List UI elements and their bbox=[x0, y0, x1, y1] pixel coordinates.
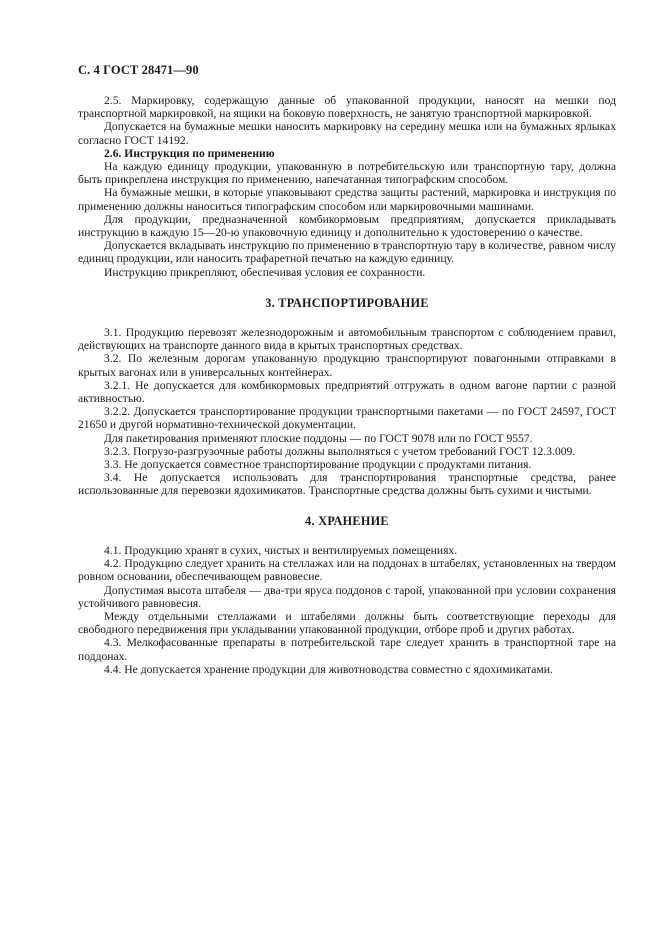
paragraph-3-2-3: 3.2.3. Погрузо-разгрузочные работы должны выполняться с учетом требований ГОСТ 12.3.009. bbox=[104, 444, 576, 458]
subsection-title: Инструкция по применению bbox=[124, 146, 275, 160]
paragraph-4-2: 4.2. Продукцию следует хранить на стеллажах или на поддонах в штабелях, установленных на твердом ровном основании, обеспечивающем равновесие. bbox=[78, 557, 616, 584]
subsection-heading-2-6 bbox=[78, 147, 616, 160]
paragraph-3-1: 3.1. Продукцию перевозят железнодорожным и автомобильным транспортом с соблюдением правил, действующих на транспорте данного вида в крытых транспортных средствах. bbox=[78, 326, 616, 353]
paragraph-2-5-note: Допускается на бумажные мешки наносить маркировку на середину мешка или на бумажных ярлыках согласно ГОСТ 14192. bbox=[78, 120, 616, 147]
paragraph-4-1: 4.1. Продукцию хранят в сухих, чистых и вентилируемых помещениях. bbox=[104, 543, 458, 557]
section-title-transport: 3. ТРАНСПОРТИРОВАНИЕ bbox=[265, 295, 429, 310]
paragraph-3-2-2-note: Для пакетирования применяют плоские поддоны — по ГОСТ 9078 или по ГОСТ 9557. bbox=[104, 431, 533, 445]
paragraph-4-2-b: Между отдельными стеллажами и штабелями должны быть соответствующие переходы для свободного передвижения при укладывании упакованной продукции, отборе проб и других работах. bbox=[78, 609, 616, 637]
paragraph-3-3: 3.3. Не допускается совместное транспортирование продукции с продуктами питания. bbox=[104, 458, 532, 472]
section-title-storage: 4. ХРАНЕНИЕ bbox=[305, 513, 389, 528]
paragraph-2-6-b: На бумажные мешки, в которые упаковывают средства защиты растений, маркировка и инструкция по применению должны наноситься типографским способом или маркировочными машинами. bbox=[78, 186, 616, 213]
document-body bbox=[78, 94, 616, 676]
paragraph-3-2-1: 3.2.1. Не допускается для комбикормовых предприятий отгружать в одном вагоне партии с разной активностью. bbox=[78, 378, 616, 406]
subsection-number: 2.6. bbox=[104, 146, 122, 160]
paragraph-2-6-e: Инструкцию прикрепляют, обеспечивая условия ее сохранности. bbox=[104, 265, 426, 279]
paragraph-3-4: 3.4. Не допускается использовать для транспортирования транспортные средства, ранее использованные для перевозки ядохимикатов. Транспортные средства должны быть сухими и чистыми. bbox=[78, 471, 616, 498]
paragraph-4-4: 4.4. Не допускается хранение продукции для животноводства совместно с ядохимикатами. bbox=[104, 662, 553, 676]
paragraph-2-6-c: Для продукции, предназначенной комбикормовым предприятиям, допускается прикладывать инструкцию в каждую 15—20-ю упаковочную единицу и дополнительно к удостоверению о качестве. bbox=[78, 212, 616, 240]
paragraph-2-6-a: На каждую единицу продукции, упакованную в потребительскую или транспортную тару, должна быть прикреплена инструкция по применению, напечатанная типографским способом. bbox=[78, 160, 616, 187]
paragraph-4-3: 4.3. Мелкофасованные препараты в потребительской таре следует хранить в транспортной таре на поддонах. bbox=[78, 636, 616, 663]
paragraph-2-6-d: Допускается вкладывать инструкцию по применению в транспортную тару в количестве, равном числу единиц продукции, или наносить трафаретной печатью на каждую единицу. bbox=[78, 239, 616, 266]
paragraph-2-5: 2.5. Маркировку, содержащую данные об упакованной продукции, наносят на мешки под транспортной маркировкой, на ящики на боковую поверхность, не занятую транспортной маркировкой. bbox=[78, 94, 616, 121]
paragraph-3-2-2: 3.2.2. Допускается транспортирование продукции транспортными пакетами — по ГОСТ 24597, ГОСТ 21650 и другой нормативно-технической документации. bbox=[78, 405, 616, 432]
page-header: С. 4 ГОСТ 28471—90 bbox=[78, 63, 199, 77]
paragraph-3-2: 3.2. По железным дорогам упакованную продукцию транспортируют повагонными отправками в крытых вагонах или в универсальных контейнерах. bbox=[78, 352, 616, 379]
paragraph-4-2-a: Допустимая высота штабеля — два-три яруса поддонов с тарой, упакованной при условии сохранения устойчивого равновесия. bbox=[78, 583, 616, 610]
